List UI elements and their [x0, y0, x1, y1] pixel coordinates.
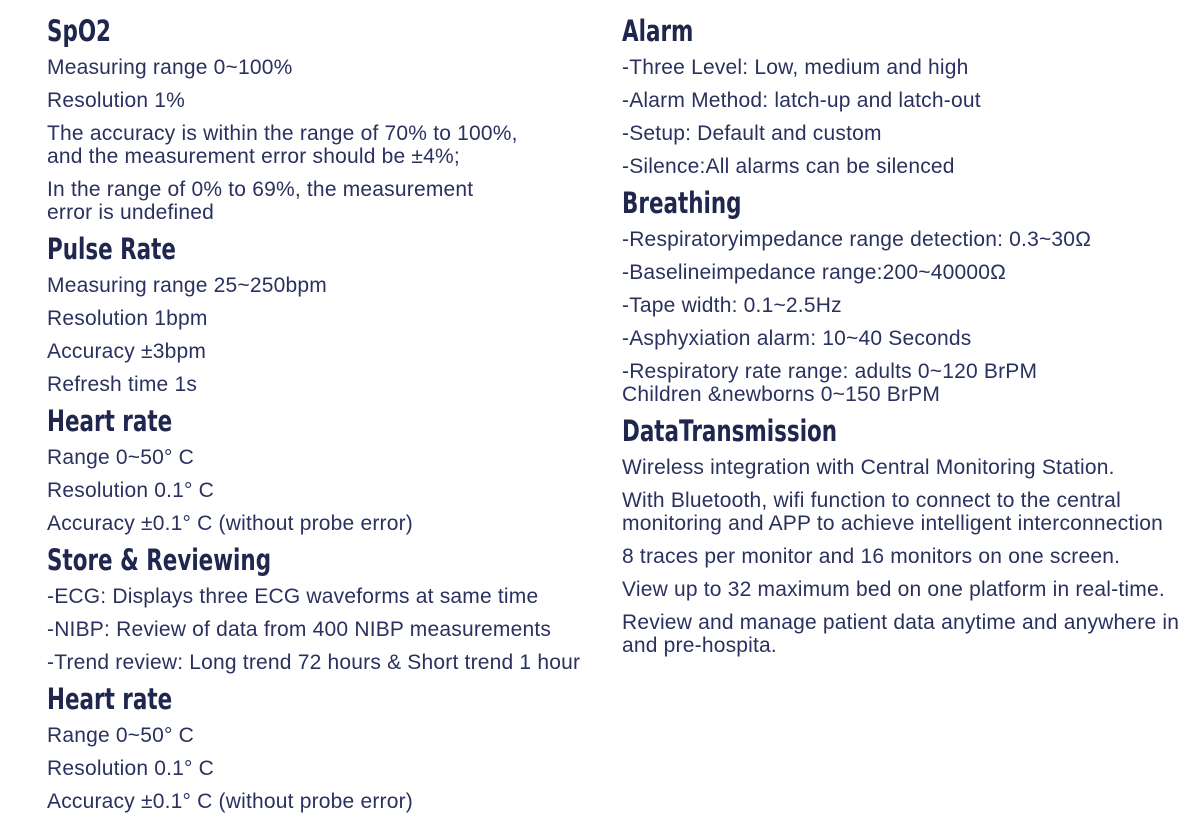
spec-section: [622, 16, 1200, 178]
spec-item: [47, 512, 617, 535]
section-heading: Store & Reviewing: [47, 543, 272, 577]
spec-item: [622, 456, 1200, 479]
spec-item: [622, 327, 1200, 350]
spec-line: View up to 32 maximum bed on one platform in real-time.: [622, 578, 1165, 601]
spec-section: [47, 16, 617, 224]
spec-item: [622, 122, 1200, 145]
spec-item: [47, 446, 617, 469]
spec-section: [622, 416, 1200, 657]
section-heading: Breathing: [622, 186, 742, 220]
spec-item: [47, 274, 617, 297]
spec-line: monitoring and APP to achieve intelligent interconnection: [622, 512, 1164, 535]
spec-item: [622, 489, 1200, 535]
spec-line: and pre-hospita.: [622, 634, 777, 657]
spec-item: [47, 307, 617, 330]
spec-item: [47, 373, 617, 396]
section-heading: DataTransmission: [622, 414, 838, 448]
spec-item: [47, 178, 617, 224]
spec-line: Measuring range 25~250bpm: [47, 274, 327, 297]
spec-section: [47, 545, 617, 674]
spec-line: Range 0~50° C: [47, 446, 195, 469]
spec-item: [47, 651, 617, 674]
spec-item: [47, 56, 617, 79]
spec-item: [47, 89, 617, 112]
spec-item: [622, 578, 1200, 601]
spec-line: Resolution 0.1° C: [47, 757, 215, 780]
spec-item: [622, 155, 1200, 178]
section-heading: SpO2: [47, 14, 111, 48]
spec-line: Refresh time 1s: [47, 373, 198, 396]
spec-item: [47, 122, 617, 168]
section-heading: Alarm: [622, 14, 694, 48]
spec-line: -Asphyxiation alarm: 10~40 Seconds: [622, 327, 972, 350]
spec-line: Accuracy ±0.1° C (without probe error): [47, 790, 413, 813]
spec-line: Accuracy ±0.1° C (without probe error): [47, 512, 413, 535]
spec-line: In the range of 0% to 69%, the measurement: [47, 178, 474, 201]
spec-item: [622, 56, 1200, 79]
spec-item: [47, 724, 617, 747]
spec-line: -Three Level: Low, medium and high: [622, 56, 969, 79]
spec-item: [622, 360, 1200, 406]
spec-section: [47, 234, 617, 396]
spec-item: [622, 545, 1200, 568]
spec-line: -Tape width: 0.1~2.5Hz: [622, 294, 842, 317]
spec-item: [622, 611, 1200, 657]
spec-item: [47, 790, 617, 813]
spec-item: [47, 618, 617, 641]
right-column: [622, 16, 1200, 667]
spec-line: Children &newborns 0~150 BrPM: [622, 383, 941, 406]
spec-line: -Trend review: Long trend 72 hours & Short trend 1 hour: [47, 651, 581, 674]
spec-item: [622, 294, 1200, 317]
spec-item: [622, 89, 1200, 112]
left-column: [47, 16, 617, 823]
spec-line: -Silence:All alarms can be silenced: [622, 155, 955, 178]
spec-item: [622, 228, 1200, 251]
spec-line: -Setup: Default and custom: [622, 122, 882, 145]
spec-line: -Baselineimpedance range:200~40000Ω: [622, 261, 1007, 284]
section-heading: Heart rate: [47, 682, 173, 716]
spec-item: [622, 261, 1200, 284]
spec-section: [47, 684, 617, 813]
spec-line: The accuracy is within the range of 70% to 100%,: [47, 122, 518, 145]
spec-line: Review and manage patient data anytime and anywhere in: [622, 611, 1180, 634]
spec-line: -Respiratory rate range: adults 0~120 BrPM: [622, 360, 1038, 383]
spec-section: [47, 406, 617, 535]
spec-section: [622, 188, 1200, 406]
spec-line: Measuring range 0~100%: [47, 56, 293, 79]
spec-item: [47, 585, 617, 608]
section-heading: Heart rate: [47, 404, 173, 438]
spec-line: Resolution 1bpm: [47, 307, 208, 330]
spec-item: [47, 757, 617, 780]
spec-line: -NIBP: Review of data from 400 NIBP measurements: [47, 618, 552, 641]
spec-line: -Respiratoryimpedance range detection: 0.3~30Ω: [622, 228, 1092, 251]
spec-line: Wireless integration with Central Monitoring Station.: [622, 456, 1115, 479]
spec-line: and the measurement error should be ±4%;: [47, 145, 460, 168]
spec-line: Accuracy ±3bpm: [47, 340, 207, 363]
spec-line: With Bluetooth, wifi function to connect to the central: [622, 489, 1121, 512]
spec-line: -ECG: Displays three ECG waveforms at same time: [47, 585, 539, 608]
spec-line: -Alarm Method: latch-up and latch-out: [622, 89, 981, 112]
spec-line: Resolution 1%: [47, 89, 186, 112]
spec-item: [47, 340, 617, 363]
spec-line: Resolution 0.1° C: [47, 479, 215, 502]
spec-item: [47, 479, 617, 502]
spec-line: Range 0~50° C: [47, 724, 195, 747]
spec-line: 8 traces per monitor and 16 monitors on one screen.: [622, 545, 1121, 568]
spec-line: error is undefined: [47, 201, 215, 224]
section-heading: Pulse Rate: [47, 232, 176, 266]
